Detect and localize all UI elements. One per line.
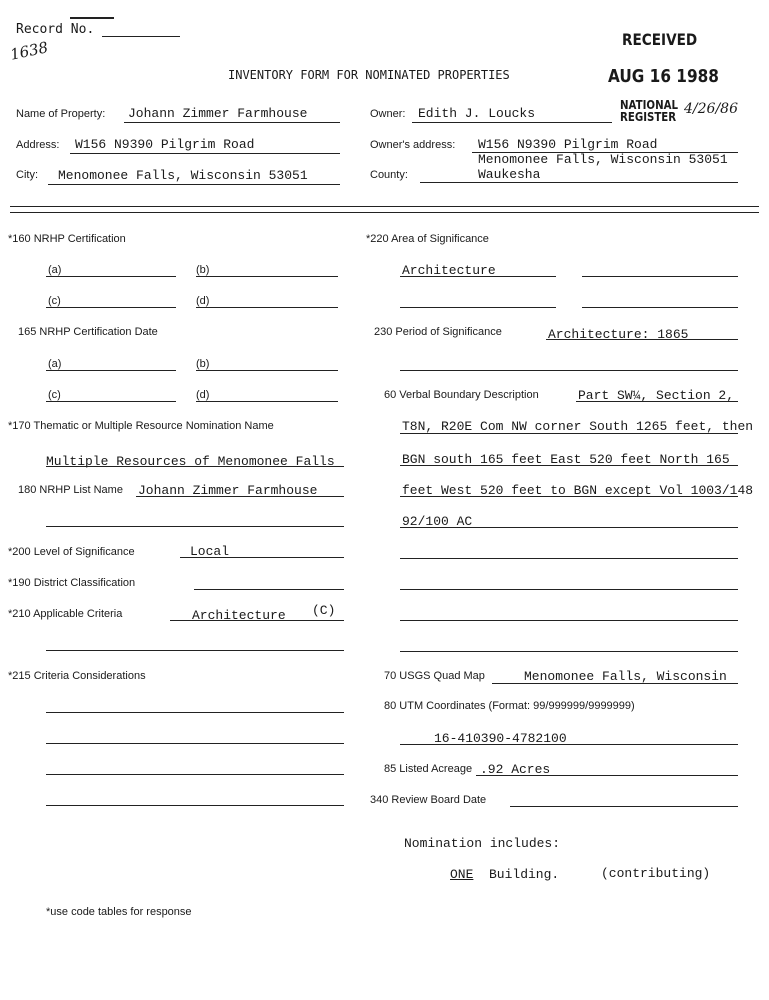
f160-b-line xyxy=(196,276,338,277)
f230-line-2 xyxy=(400,370,738,371)
f165-c: (c) xyxy=(48,389,61,401)
f165-b-line xyxy=(196,370,338,371)
f210-line xyxy=(170,620,344,621)
f165-a-line xyxy=(46,370,176,371)
property-address-value: W156 N9390 Pilgrim Road xyxy=(75,137,255,152)
f160-b: (b) xyxy=(196,264,210,276)
county-value: Waukesha xyxy=(478,167,541,182)
f220-label: *220 Area of Significance xyxy=(366,233,489,245)
divider-top xyxy=(10,206,759,207)
f190-label: *190 District Classification xyxy=(8,577,136,589)
f340-label: 340 Review Board Date xyxy=(370,794,487,806)
form-title: INVENTORY FORM FOR NOMINATED PROPERTIES xyxy=(228,68,510,82)
f60-underline-6 xyxy=(400,558,738,559)
owner-label: Owner: xyxy=(370,108,406,120)
f220-line-4 xyxy=(582,307,738,308)
f230-label: 230 Period of Significance xyxy=(374,326,502,338)
f215-line-2 xyxy=(46,743,344,744)
f60-underline-7 xyxy=(400,589,738,590)
city-line xyxy=(48,184,340,185)
f220-line-3 xyxy=(400,307,556,308)
f60-line5: 92/100 AC xyxy=(402,514,473,529)
f165-d-line xyxy=(196,401,338,402)
f60-line4: feet West 520 feet to BGN except Vol 1003/148 xyxy=(402,483,754,498)
property-name-value: Johann Zimmer Farmhouse xyxy=(128,106,308,121)
nomination-count: ONE xyxy=(450,867,474,882)
f60-underline-1 xyxy=(576,401,738,402)
national-stamp-text: NATIONAL xyxy=(620,98,678,112)
f165-label: 165 NRHP Certification Date xyxy=(18,326,158,338)
f160-d-line xyxy=(196,307,338,308)
f85-label: 85 Listed Acreage xyxy=(384,763,473,775)
owner-address-line2: Menomonee Falls, Wisconsin 53051 xyxy=(478,152,728,167)
f165-c-line xyxy=(46,401,176,402)
handwritten-record-number: 1638 xyxy=(8,38,50,64)
f190-line xyxy=(194,589,344,590)
property-name-line xyxy=(124,122,340,123)
f210-value: Architecture xyxy=(192,608,286,623)
owner-line xyxy=(412,122,612,123)
f180-value: Johann Zimmer Farmhouse xyxy=(138,483,318,498)
city-value: Menomonee Falls, Wisconsin 53051 xyxy=(58,168,308,183)
f180-line-2 xyxy=(46,526,344,527)
f220-value: Architecture xyxy=(402,263,496,278)
register-date: 4/26/86 xyxy=(684,101,738,117)
f85-line xyxy=(476,775,738,776)
f60-underline-2 xyxy=(400,433,738,434)
f60-line1: Part SW¼, Section 2, xyxy=(578,388,735,403)
nomination-status: (contributing) xyxy=(601,866,711,881)
f215-line-3 xyxy=(46,774,344,775)
f60-underline-8 xyxy=(400,620,738,621)
f230-line xyxy=(546,339,738,340)
f230-value: Architecture: 1865 xyxy=(548,327,689,342)
f220-line-1 xyxy=(400,276,556,277)
f165-d: (d) xyxy=(196,389,210,401)
property-address-line xyxy=(70,153,340,154)
f60-underline-4 xyxy=(400,496,738,497)
county-line xyxy=(420,182,738,183)
owner-value: Edith J. Loucks xyxy=(418,106,536,121)
register-stamp-text: REGISTER xyxy=(620,110,677,124)
record-no-line xyxy=(102,36,180,37)
f215-line-1 xyxy=(46,712,344,713)
owner-address-line1: W156 N9390 Pilgrim Road xyxy=(478,137,658,152)
f60-underline-9 xyxy=(400,651,738,652)
f170-line xyxy=(46,466,344,467)
f60-underline-5 xyxy=(400,527,738,528)
f210-label: *210 Applicable Criteria xyxy=(8,608,123,620)
f215-label: *215 Criteria Considerations xyxy=(8,670,146,682)
f200-line xyxy=(180,557,344,558)
property-address-label: Address: xyxy=(16,139,60,151)
f60-label: 60 Verbal Boundary Description xyxy=(384,389,539,401)
f70-line xyxy=(492,683,738,684)
f160-a: (a) xyxy=(48,264,62,276)
f160-c-line xyxy=(46,307,176,308)
f215-line-4 xyxy=(46,805,344,806)
record-no-mark xyxy=(70,17,114,19)
f60-line3: BGN south 165 feet East 520 feet North 165 xyxy=(402,452,730,467)
f80-label: 80 UTM Coordinates (Format: 99/999999/9999999) xyxy=(384,700,635,712)
f210-line-2 xyxy=(46,650,344,651)
f160-label: *160 NRHP Certification xyxy=(8,233,126,245)
f60-line2: T8N, R20E Com NW corner South 1265 feet, then xyxy=(402,419,754,434)
f80-value: 16-410390-4782100 xyxy=(434,731,567,746)
owner-address-label: Owner's address: xyxy=(370,139,456,151)
f180-line xyxy=(136,496,344,497)
received-stamp-date: AUG 16 1988 xyxy=(608,66,719,87)
f170-label: *170 Thematic or Multiple Resource Nomination Name xyxy=(8,420,274,432)
f160-d: (d) xyxy=(196,295,210,307)
f220-line-2 xyxy=(582,276,738,277)
f340-line xyxy=(510,806,738,807)
f70-value: Menomonee Falls, Wisconsin xyxy=(524,669,727,684)
f165-b: (b) xyxy=(196,358,210,370)
nomination-type: Building. xyxy=(489,867,560,882)
f165-a: (a) xyxy=(48,358,62,370)
record-no-label: Record No. xyxy=(16,22,95,37)
divider-bottom xyxy=(10,212,759,213)
f80-line xyxy=(400,744,738,745)
f85-value: .92 Acres xyxy=(480,762,551,777)
f200-value: Local xyxy=(190,544,230,559)
f180-label: 180 NRHP List Name xyxy=(18,484,123,496)
f160-a-line xyxy=(46,276,176,277)
f200-label: *200 Level of Significance xyxy=(8,546,135,558)
f70-label: 70 USGS Quad Map xyxy=(384,670,485,682)
f170-value: Multiple Resources of Menomonee Falls xyxy=(46,454,335,469)
city-label: City: xyxy=(16,169,38,181)
county-label: County: xyxy=(370,169,408,181)
footnote: *use code tables for response xyxy=(46,906,192,918)
national-register-stamp xyxy=(620,99,678,123)
received-stamp: RECEIVED xyxy=(622,30,698,49)
f60-underline-3 xyxy=(400,465,738,466)
f210-code: (C) xyxy=(312,603,336,618)
property-name-label: Name of Property: xyxy=(16,108,106,120)
nomination-label: Nomination includes: xyxy=(404,836,561,851)
f160-c: (c) xyxy=(48,295,61,307)
